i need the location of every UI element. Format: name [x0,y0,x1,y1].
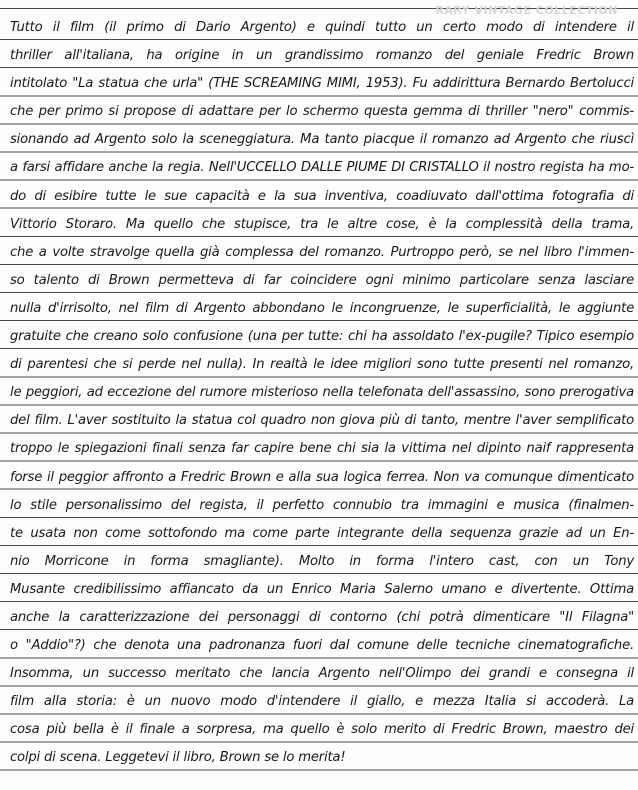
text-line: sionando ad Argento solo la sceneggiatura. Ma tanto piacque il romanzo ad Argento che riuscì [10,132,634,148]
text-line: so talento di Brown permetteva di far coincidere ogni minimo particolare senza lasciare [10,272,634,288]
text-line: del film. L'aver sostituito la statua col quadro non giova più di tanto, mentre l'aver semplificato [10,413,634,429]
watermark: RARY VINTAGE COLLECTION [435,4,618,17]
text-line: lo stile personalissimo del regista, il perfetto connubio tra immagini e musica (finalmen- [10,497,634,513]
text-line: Tutto il film (il primo di Dario Argento) e quindi tutto un certo modo di intendere il [10,20,634,35]
text-line: che a volte stravolge quella già complessa del romanzo. Purtroppo però, se nel libro l'immen- [10,244,634,260]
text-line: do di esibire tutte le sue capacità e la sua inventiva, coadiuvato dall'ottima fotografia di [10,188,634,204]
text-line: nio Morricone in forma smagliante). Molto in forma l'intero cast, con un Tony [10,553,634,569]
text-line: cosa più bella è il finale a sorpresa, ma quello è solo merito di Fredric Brown, maestro dei [10,722,634,738]
text-line: film alla storia: è un nuovo modo d'intendere il giallo, e mezza Italia si accoderà. La [10,694,634,710]
text-line: Vittorio Storaro. Ma quello che stupisce, tra le altre cose, è la complessità della trama, [10,216,634,232]
text-line: che per primo si propose di adattare per lo schermo questa gemma di thriller "nero" commis- [10,104,634,120]
text-line: Insomma, un successo meritato che lancia Argento nell'Olimpo dei grandi e consegna il [10,666,634,682]
text-line: di parentesi che si perde nel nulla). In realtà le idee migliori sono tutte presenti nel romanzo, [10,357,634,373]
text-line: troppo le spiegazioni finali senza far capire bene chi sia la vittima nel dipinto naif rappresenta [10,441,634,457]
text-line: nulla d'irrisolto, nel film di Argento abbondano le incongruenze, le superficialità, le aggiunte [10,300,634,316]
text-line: thriller all'italiana, ha origine in un grandissimo romanzo del geniale Fredric Brown [10,48,634,64]
text-line: le peggiori, ad eccezione del rumore misterioso nella telefonata dell'assassino, sono prerogativa [10,385,634,401]
text-body [4,14,636,773]
text-line: intitolato "La statua che urla" (THE SCREAMING MIMI, 1953). Fu addirittura Bernardo Bertolucci [10,76,634,92]
text-line: o "Addio"?) che denota una padronanza fuori dal comune delle tecniche cinematografiche. [10,638,634,654]
text-line: Musante credibilissimo affiancato da un Enrico Maria Salerno umano e divertente. Ottima [10,581,634,597]
text-line: a farsi affidare anche la regia. Nell'UCCELLO DALLE PIUME DI CRISTALLO il nostro regista ha mo- [10,160,634,176]
text-line: te usata non come sottofondo ma come parte integrante della sequenza grazie ad un En- [10,525,634,541]
text-line: gratuite che creano solo confusione (una per tutte: chi ha assoldato l'ex-pugile? Tipico esempio [10,329,634,345]
text-line: forse il peggior affronto a Fredric Brown e alla sua logica ferrea. Non va comunque dimenticato [10,469,634,485]
text-line: anche la caratterizzazione dei personaggi di contorno (chi potrà dimenticare "Il Filagna" [10,609,634,625]
text-line: colpi di scena. Leggetevi il libro, Brown se lo merita! [10,750,346,766]
